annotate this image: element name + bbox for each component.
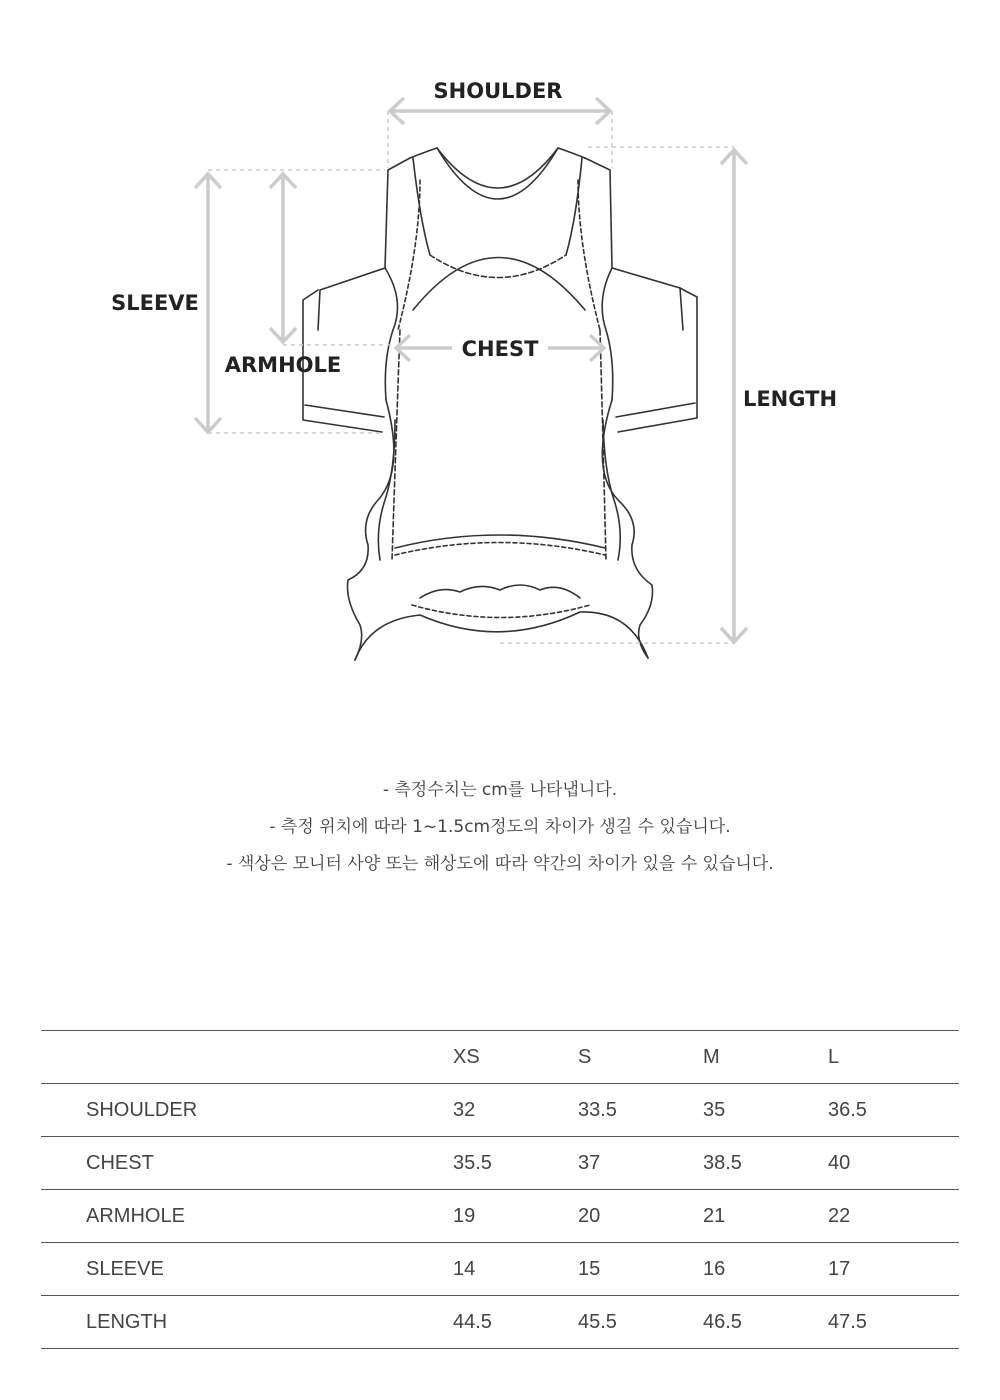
table-cell: 14: [453, 1257, 476, 1280]
table-row: [41, 1243, 959, 1296]
row-label: SLEEVE: [86, 1257, 164, 1280]
table-header-row: [41, 1031, 959, 1084]
table-cell: 19: [453, 1204, 476, 1227]
size-table: [41, 1030, 959, 1349]
table-cell: 35.5: [453, 1151, 492, 1174]
note-line: - 측정수치는 cm를 나타냅니다.: [382, 780, 618, 800]
table-cell: 36.5: [828, 1098, 867, 1121]
label-armhole: ARMHOLE: [224, 353, 342, 377]
row-label: SHOULDER: [86, 1098, 198, 1121]
measurement-notes: [0, 772, 1000, 883]
header-cell-l: L: [828, 1045, 840, 1068]
table-cell: 45.5: [578, 1310, 617, 1333]
label-sleeve: SLEEVE: [111, 291, 199, 315]
table-row: [41, 1296, 959, 1349]
table-cell: 35: [703, 1098, 726, 1121]
table-cell: 22: [828, 1204, 851, 1227]
label-chest: CHEST: [461, 337, 539, 361]
table-cell: 20: [578, 1204, 601, 1227]
label-shoulder: SHOULDER: [433, 79, 563, 103]
table-cell: 37: [578, 1151, 601, 1174]
table-cell: 47.5: [828, 1310, 867, 1333]
table-row: [41, 1137, 959, 1190]
table-cell: 15: [578, 1257, 601, 1280]
table-row: [41, 1084, 959, 1137]
table-cell: 32: [453, 1098, 476, 1121]
table-cell: 16: [703, 1257, 726, 1280]
table-cell: 17: [828, 1257, 851, 1280]
header-cell-s: S: [578, 1045, 592, 1068]
row-label: LENGTH: [86, 1310, 168, 1333]
table-cell: 33.5: [578, 1098, 617, 1121]
note-line: - 측정 위치에 따라 1~1.5cm정도의 차이가 생길 수 있습니다.: [269, 817, 731, 837]
header-cell-xs: XS: [453, 1045, 480, 1068]
garment-sketch: [303, 148, 697, 660]
table-row: [41, 1190, 959, 1243]
table-cell: 40: [828, 1151, 851, 1174]
row-label: ARMHOLE: [86, 1204, 185, 1227]
table-cell: 21: [703, 1204, 726, 1227]
row-label: CHEST: [86, 1151, 154, 1174]
note-line: - 색상은 모니터 사양 또는 해상도에 따라 약간의 차이가 있을 수 있습니다.: [226, 854, 774, 874]
label-length: LENGTH: [742, 387, 838, 411]
table-cell: 38.5: [703, 1151, 742, 1174]
table-cell: 44.5: [453, 1310, 492, 1333]
header-cell: [41, 1031, 453, 1084]
header-cell-m: M: [703, 1045, 720, 1068]
table-cell: 46.5: [703, 1310, 742, 1333]
